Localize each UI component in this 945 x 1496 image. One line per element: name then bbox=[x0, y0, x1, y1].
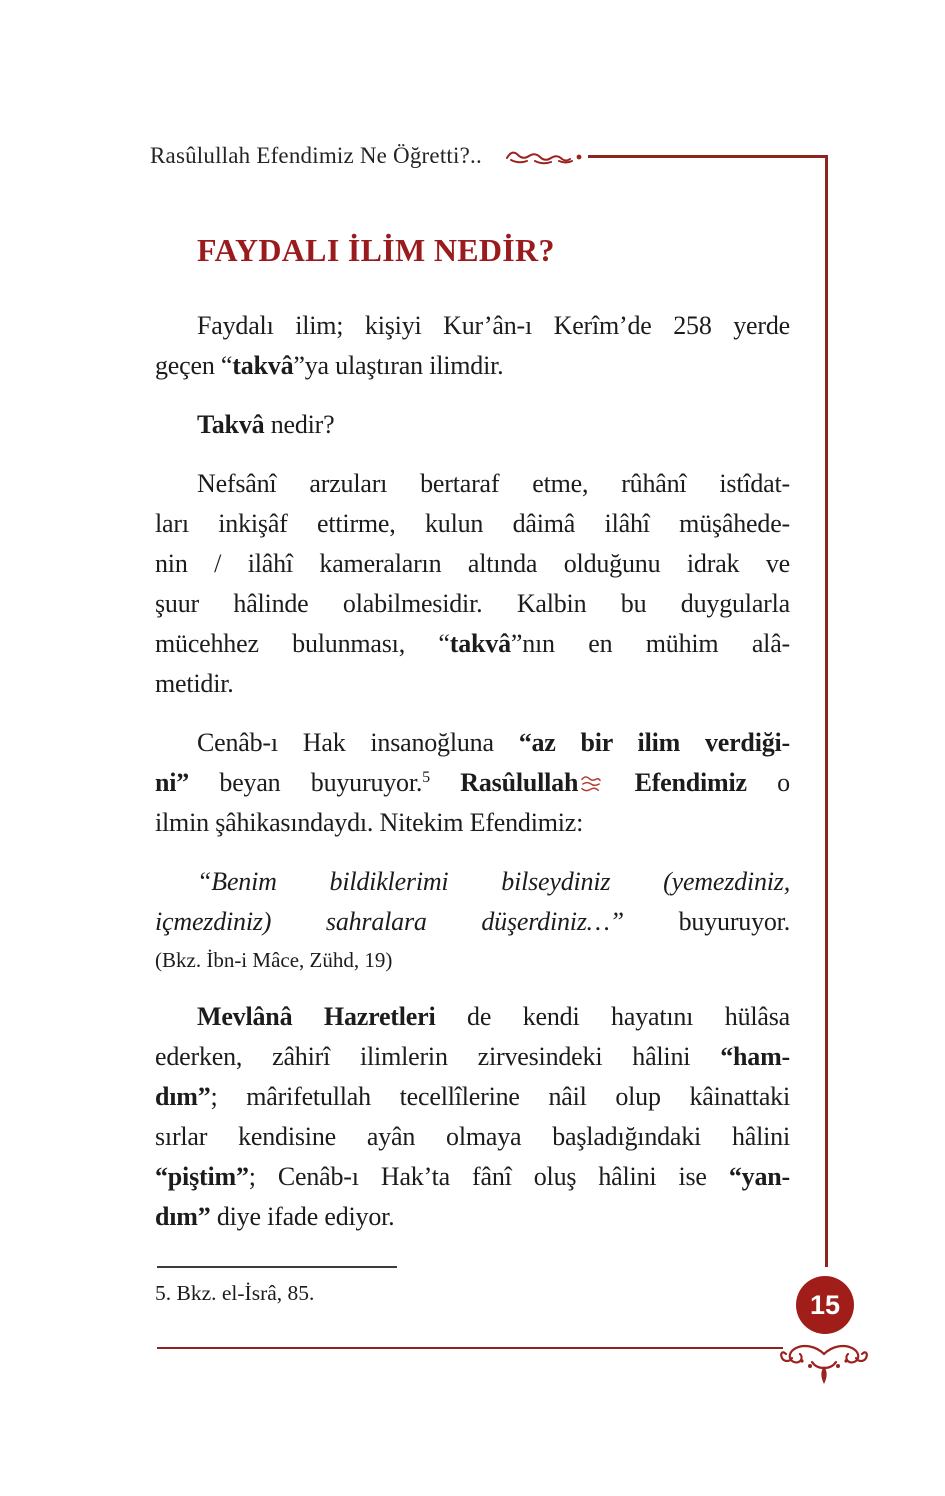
text-line bbox=[155, 1037, 790, 1077]
text-segment: dım” bbox=[155, 1202, 211, 1231]
text-segment: metidir. bbox=[155, 669, 234, 698]
text-line bbox=[155, 1117, 790, 1157]
text-segment: Efendimiz bbox=[634, 768, 747, 797]
text-line bbox=[155, 723, 790, 763]
text-segment: “ham- bbox=[720, 1042, 790, 1071]
text-segment: “piştim” bbox=[155, 1162, 249, 1191]
footnote: 5. Bkz. el-İsrâ, 85. bbox=[155, 1281, 315, 1305]
text-line bbox=[155, 624, 790, 664]
text-segment: 5 bbox=[422, 769, 430, 786]
text-segment: ilmin şâhikasındaydı. Nitekim Efendimiz: bbox=[155, 808, 584, 837]
text-segment: mücehhez bulunması, “ bbox=[155, 629, 450, 658]
text-line bbox=[155, 346, 790, 386]
paragraph bbox=[155, 464, 790, 704]
text-segment: Mevlânâ Hazretleri bbox=[197, 1002, 436, 1031]
text-segment: takvâ bbox=[232, 351, 294, 380]
section-title: FAYDALI İLİM NEDİR? bbox=[197, 232, 555, 268]
pbuh-calligraphy-icon bbox=[580, 766, 602, 803]
text-segment: ; mârifetullah tecellîlerine nâil olup kâinattaki bbox=[210, 1082, 790, 1111]
page-number-badge: 15 bbox=[796, 1276, 854, 1334]
text-segment: takvâ bbox=[449, 629, 511, 658]
footnote-separator bbox=[157, 1266, 397, 1268]
header-rule bbox=[588, 155, 828, 158]
text-segment: “az bir ilim verdiği- bbox=[518, 728, 790, 757]
text-segment bbox=[604, 768, 634, 797]
text-segment: (Bkz. İbn-i Mâce, Zühd, 19) bbox=[155, 948, 393, 972]
text-segment: ları inkişâf ettirme, kulun dâimâ ilâhî müşâhede- bbox=[155, 509, 790, 538]
text-line bbox=[155, 1077, 790, 1117]
paragraph bbox=[155, 306, 790, 386]
text-segment: diye ifade ediyor. bbox=[210, 1202, 395, 1231]
text-segment: Takvâ bbox=[197, 410, 265, 439]
paragraph bbox=[155, 405, 790, 445]
text-segment: dım” bbox=[155, 1082, 211, 1111]
text-segment: buyuruyor. bbox=[623, 907, 790, 936]
text-segment: ”nın en mühim alâ- bbox=[510, 629, 790, 658]
text-segment: şuur hâlinde olabilmesidir. Kalbin bu duygularla bbox=[155, 589, 790, 618]
paragraphs bbox=[155, 306, 790, 1237]
calligraphic-flourish-icon bbox=[505, 146, 583, 166]
text-line bbox=[155, 544, 790, 584]
text-segment: beyan buyuruyor. bbox=[189, 768, 423, 797]
text-line bbox=[155, 763, 790, 803]
text-column bbox=[155, 230, 790, 1237]
text-segment: “Benim bildiklerimi bilseydiniz (yemezdiniz, bbox=[197, 867, 790, 896]
text-segment: Rasûlullah bbox=[460, 768, 579, 797]
text-segment: Cenâb-ı Hak insanoğluna bbox=[197, 728, 519, 757]
text-segment: ; Cenâb-ı Hak’ta fânî oluş hâlini ise bbox=[248, 1162, 729, 1191]
text-segment: içmezdiniz) sahralara düşerdiniz…” bbox=[155, 907, 624, 936]
text-line bbox=[155, 504, 790, 544]
text-line bbox=[155, 1197, 790, 1237]
text-line bbox=[155, 405, 790, 445]
text-line bbox=[155, 862, 790, 902]
text-segment: nedir? bbox=[264, 410, 335, 439]
text-segment: o bbox=[746, 768, 790, 797]
text-line bbox=[155, 942, 790, 978]
text-segment: sırlar kendisine ayân olmaya başladığındaki hâlini bbox=[155, 1122, 790, 1151]
text-segment: de kendi hayatını hülâsa bbox=[435, 1002, 790, 1031]
text-line bbox=[155, 464, 790, 504]
floral-flourish-icon bbox=[778, 1340, 870, 1386]
text-segment: ederken, zâhirî ilimlerin zirvesindeki hâlini bbox=[155, 1042, 721, 1071]
text-line bbox=[155, 664, 790, 704]
right-margin-rule bbox=[825, 155, 828, 1267]
text-segment: Nefsânî arzuları bertaraf etme, rûhânî istîdat- bbox=[197, 469, 790, 498]
text-segment: “yan- bbox=[728, 1162, 790, 1191]
text-line bbox=[155, 902, 790, 942]
text-segment: nin / ilâhî kameraların altında olduğunu idrak ve bbox=[155, 549, 790, 578]
text-segment: geçen “ bbox=[155, 351, 233, 380]
text-line bbox=[155, 1157, 790, 1197]
running-header-title: Rasûlullah Efendimiz Ne Öğretti?.. bbox=[150, 143, 482, 168]
text-line bbox=[155, 803, 790, 843]
paragraph bbox=[155, 862, 790, 978]
text-segment: ni” bbox=[155, 768, 190, 797]
text-line bbox=[155, 306, 790, 346]
paragraph bbox=[155, 723, 790, 843]
text-segment: Faydalı ilim; kişiyi Kur’ân-ı Kerîm’de 258 yerde bbox=[197, 311, 790, 340]
text-segment bbox=[430, 768, 460, 797]
text-segment: ”ya ulaştıran ilimdir. bbox=[293, 351, 504, 380]
text-line bbox=[155, 584, 790, 624]
footer-rule bbox=[157, 1347, 783, 1349]
text-line bbox=[155, 997, 790, 1037]
paragraph bbox=[155, 997, 790, 1237]
